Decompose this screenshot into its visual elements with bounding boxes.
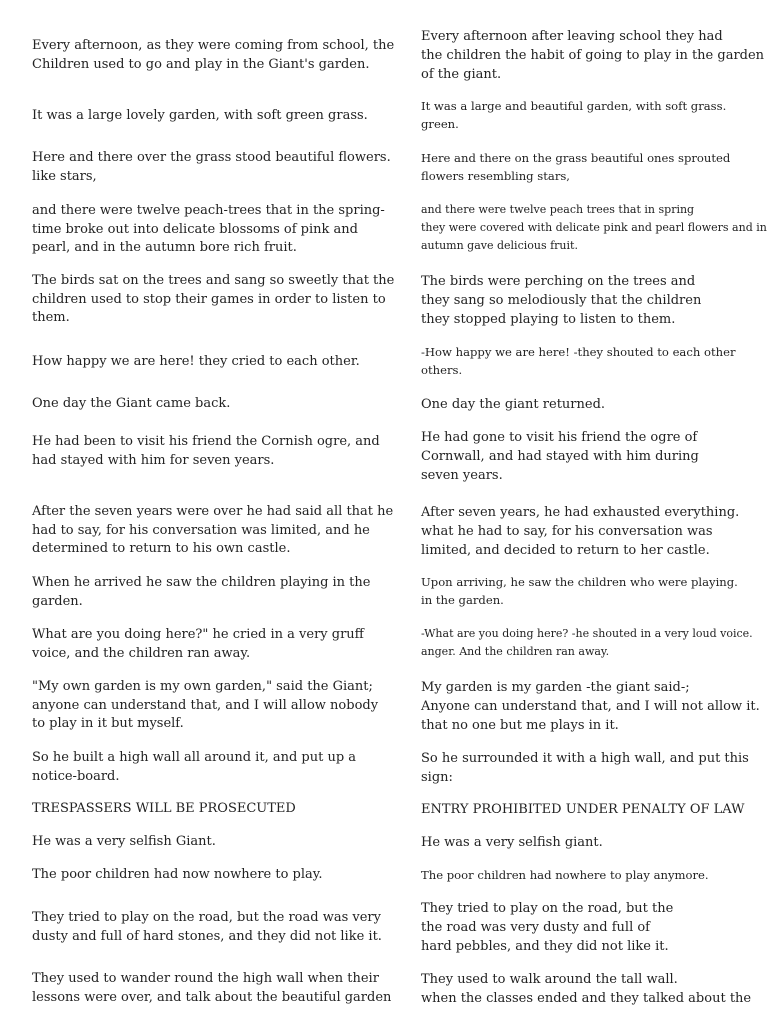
original-paragraph: "My own garden is my own garden," said the Giant; anyone can understand that, and I will allow nobody to play in it but myself. bbox=[32, 679, 379, 732]
translation-paragraph: Here and there on the grass beautiful ones sprouted flowers resembling stars, bbox=[421, 151, 731, 183]
translation-paragraph: They used to walk around the tall wall. when the classes ended and they talked about the bbox=[421, 972, 752, 1006]
original-paragraph: They used to wander round the high wall when their lessons were over, and talk about the beautiful garden bbox=[32, 971, 392, 1005]
original-paragraph: How happy we are here! they cried to each other. bbox=[32, 354, 360, 369]
translation-paragraph: -What are you doing here? -he shouted in a very loud voice. anger. And the children ran away. bbox=[421, 627, 753, 658]
original-paragraph: and there were twelve peach-trees that in the spring- time broke out into delicate blossoms of pink and pearl, and in the autumn bore rich fruit. bbox=[32, 203, 385, 256]
warning-sign-translation: ENTRY PROHIBITED UNDER PENALTY OF LAW bbox=[421, 802, 745, 817]
original-paragraph: It was a large lovely garden, with soft green grass. bbox=[32, 108, 368, 123]
original-paragraph: What are you doing here?" he cried in a very gruff voice, and the children ran away. bbox=[32, 627, 364, 661]
translation-paragraph: The poor children had nowhere to play anymore. bbox=[421, 868, 709, 882]
translation-paragraph: He had gone to visit his friend the ogre of Cornwall, and had stayed with him during seven years. bbox=[421, 430, 699, 483]
translation-paragraph: After seven years, he had exhausted everything. what he had to say, for his conversation was limited, and decided to return to her castle. bbox=[421, 505, 740, 558]
original-paragraph: So he built a high wall all around it, and put up a notice-board. bbox=[32, 750, 357, 784]
translation-paragraph: -How happy we are here! -they shouted to each other others. bbox=[421, 345, 736, 377]
original-paragraph: The poor children had now nowhere to play. bbox=[32, 867, 323, 882]
original-paragraph: Every afternoon, as they were coming from school, the Children used to go and play in the Giant's garden. bbox=[32, 38, 395, 72]
original-paragraph: After the seven years were over he had said all that he had to say, for his conversation was limited, and he determined to return to his own castle. bbox=[32, 504, 394, 557]
original-paragraph: One day the Giant came back. bbox=[32, 396, 231, 411]
warning-sign-original: TRESPASSERS WILL BE PROSECUTED bbox=[32, 801, 296, 816]
translation-paragraph: and there were twelve peach trees that in spring they were covered with delicate pink and pearl flowers and in autumn gave delicious fruit. bbox=[421, 203, 767, 252]
original-paragraph: They tried to play on the road, but the road was very dusty and full of hard stones, and they did not like it. bbox=[32, 910, 382, 944]
original-paragraph: When he arrived he saw the children playing in the garden. bbox=[32, 575, 371, 609]
translation-paragraph: It was a large and beautiful garden, with soft grass. green. bbox=[421, 99, 727, 131]
translation-paragraph: One day the giant returned. bbox=[421, 397, 606, 412]
original-paragraph: The birds sat on the trees and sang so sweetly that the children used to stop their games in order to listen to them. bbox=[32, 273, 395, 326]
translation-paragraph: Every afternoon after leaving school they had the children the habit of going to play in the garden of the giant. bbox=[421, 29, 765, 82]
translation-paragraph: He was a very selfish giant. bbox=[421, 835, 603, 850]
translation-paragraph: They tried to play on the road, but the the road was very dusty and full of hard pebbles, and they did not like it. bbox=[421, 901, 674, 954]
translation-paragraph: My garden is my garden -the giant said-; Anyone can understand that, and I will not allow it. that no one but me plays in it. bbox=[421, 680, 760, 733]
translation-paragraph: The birds were perching on the trees and they sang so melodiously that the children they stopped playing to listen to them. bbox=[421, 274, 702, 327]
translation-paragraph: Upon arriving, he saw the children who were playing. in the garden. bbox=[421, 575, 738, 607]
translation-paragraph: So he surrounded it with a high wall, and put this sign: bbox=[421, 751, 749, 785]
original-paragraph: Here and there over the grass stood beautiful flowers. like stars, bbox=[32, 150, 391, 184]
original-paragraph: He had been to visit his friend the Cornish ogre, and had stayed with him for seven years. bbox=[32, 434, 380, 468]
original-paragraph: He was a very selfish Giant. bbox=[32, 834, 216, 849]
